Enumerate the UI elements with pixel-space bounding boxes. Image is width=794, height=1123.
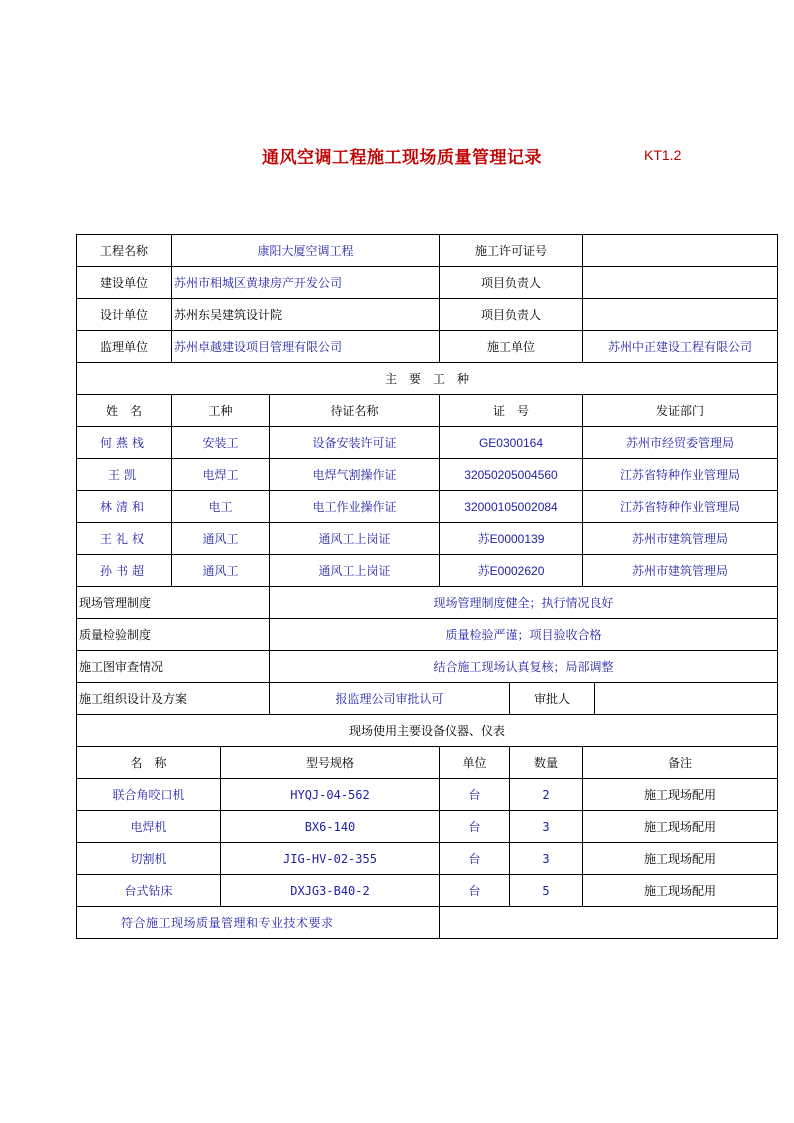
trades-header-dept: 发证部门 [583,395,778,427]
worker-cert[interactable]: 电焊气割操作证 [270,459,440,491]
owner-pm-value[interactable] [583,267,778,299]
equipment-qty[interactable]: 3 [510,811,583,843]
design-value[interactable]: 苏州东吴建筑设计院 [172,299,440,331]
design-pm-label: 项目负责人 [440,299,583,331]
equipment-model[interactable]: DXJG3-B40-2 [221,875,440,907]
equipment-header-note: 备注 [583,747,778,779]
equipment-note[interactable]: 施工现场配用 [583,779,778,811]
worker-dept[interactable]: 江苏省特种作业管理局 [583,491,778,523]
permit-value[interactable] [583,235,778,267]
design-pm-value[interactable] [583,299,778,331]
equipment-qty[interactable]: 3 [510,843,583,875]
owner-value[interactable]: 苏州市相城区黄埭房产开发公司 [172,267,440,299]
worker-dept[interactable]: 苏州市建筑管理局 [583,555,778,587]
project-name-value[interactable]: 康阳大厦空调工程 [172,235,440,267]
equipment-name[interactable]: 电焊机 [77,811,221,843]
worker-name[interactable]: 王凯 [77,459,172,491]
equipment-model[interactable]: HYQJ-04-562 [221,779,440,811]
construction-plan-label: 施工组织设计及方案 [77,683,270,715]
drawing-review-label: 施工图审查情况 [77,651,270,683]
trades-row [77,555,778,587]
form-code: KT1.2 [644,147,682,163]
trades-section-title: 主 要 工 种 [77,363,778,395]
worker-trade[interactable]: 电工 [172,491,270,523]
worker-trade[interactable]: 通风工 [172,555,270,587]
equipment-qty[interactable]: 2 [510,779,583,811]
worker-cert-no[interactable]: GE0300164 [440,427,583,459]
worker-cert-no[interactable]: 32000105002084 [440,491,583,523]
equipment-header-model: 型号规格 [221,747,440,779]
equipment-unit[interactable]: 台 [440,875,510,907]
site-management-label: 现场管理制度 [77,587,270,619]
equipment-header-unit: 单位 [440,747,510,779]
site-management-value[interactable]: 现场管理制度健全；执行情况良好 [270,587,778,619]
worker-name[interactable]: 孙书超 [77,555,172,587]
summary-text: 符合施工现场质量管理和专业技术要求 [121,916,334,930]
summary-cell[interactable] [77,907,440,939]
owner-pm-label: 项目负责人 [440,267,583,299]
trades-row [77,427,778,459]
construction-plan-value[interactable]: 报监理公司审批认可 [270,683,510,715]
trades-row [77,491,778,523]
supervisor-value[interactable]: 苏州卓越建设项目管理有限公司 [172,331,440,363]
permit-label: 施工许可证号 [440,235,583,267]
equipment-row [77,843,778,875]
worker-cert[interactable]: 通风工上岗证 [270,523,440,555]
worker-cert-no[interactable]: 苏E0002620 [440,555,583,587]
equipment-unit[interactable]: 台 [440,811,510,843]
quality-management-form [76,234,778,939]
page-title: 通风空调工程施工现场质量管理记录 [262,148,542,168]
trades-row [77,523,778,555]
equipment-note[interactable]: 施工现场配用 [583,875,778,907]
worker-dept[interactable]: 苏州市经贸委管理局 [583,427,778,459]
equipment-header-name: 名 称 [77,747,221,779]
equipment-note[interactable]: 施工现场配用 [583,811,778,843]
worker-trade[interactable]: 通风工 [172,523,270,555]
equipment-note[interactable]: 施工现场配用 [583,843,778,875]
equipment-name[interactable]: 切割机 [77,843,221,875]
contractor-label: 施工单位 [440,331,583,363]
equipment-unit[interactable]: 台 [440,843,510,875]
drawing-review-value[interactable]: 结合施工现场认真复核；局部调整 [270,651,778,683]
worker-cert[interactable]: 电工作业操作证 [270,491,440,523]
equipment-row [77,875,778,907]
equipment-name[interactable]: 台式钻床 [77,875,221,907]
equipment-row [77,779,778,811]
worker-cert-no[interactable]: 32050205004560 [440,459,583,491]
approver-value[interactable] [595,683,778,715]
worker-name[interactable]: 林清和 [77,491,172,523]
trades-header-trade: 工种 [172,395,270,427]
equipment-unit[interactable]: 台 [440,779,510,811]
equipment-section-title: 现场使用主要设备仪器、仪表 [77,715,778,747]
equipment-qty[interactable]: 5 [510,875,583,907]
equipment-model[interactable]: JIG-HV-02-355 [221,843,440,875]
worker-cert-no[interactable]: 苏E0000139 [440,523,583,555]
worker-trade[interactable]: 安装工 [172,427,270,459]
worker-cert[interactable]: 设备安装许可证 [270,427,440,459]
contractor-value[interactable]: 苏州中正建设工程有限公司 [583,331,778,363]
trades-header-name: 姓 名 [77,395,172,427]
trades-header-cert: 待证名称 [270,395,440,427]
worker-dept[interactable]: 苏州市建筑管理局 [583,523,778,555]
equipment-header-qty: 数量 [510,747,583,779]
equipment-name[interactable]: 联合角咬口机 [77,779,221,811]
summary-right-cell[interactable] [440,907,778,939]
worker-cert[interactable]: 通风工上岗证 [270,555,440,587]
equipment-model[interactable]: BX6-140 [221,811,440,843]
worker-dept[interactable]: 江苏省特种作业管理局 [583,459,778,491]
quality-inspection-label: 质量检验制度 [77,619,270,651]
design-label: 设计单位 [77,299,172,331]
approver-label: 审批人 [510,683,595,715]
project-name-label: 工程名称 [77,235,172,267]
worker-name[interactable]: 何燕栈 [77,427,172,459]
equipment-row [77,811,778,843]
trades-row [77,459,778,491]
quality-inspection-value[interactable]: 质量检验严谨；项目验收合格 [270,619,778,651]
worker-name[interactable]: 王礼权 [77,523,172,555]
trades-header-number: 证 号 [440,395,583,427]
supervisor-label: 监理单位 [77,331,172,363]
worker-trade[interactable]: 电焊工 [172,459,270,491]
owner-label: 建设单位 [77,267,172,299]
